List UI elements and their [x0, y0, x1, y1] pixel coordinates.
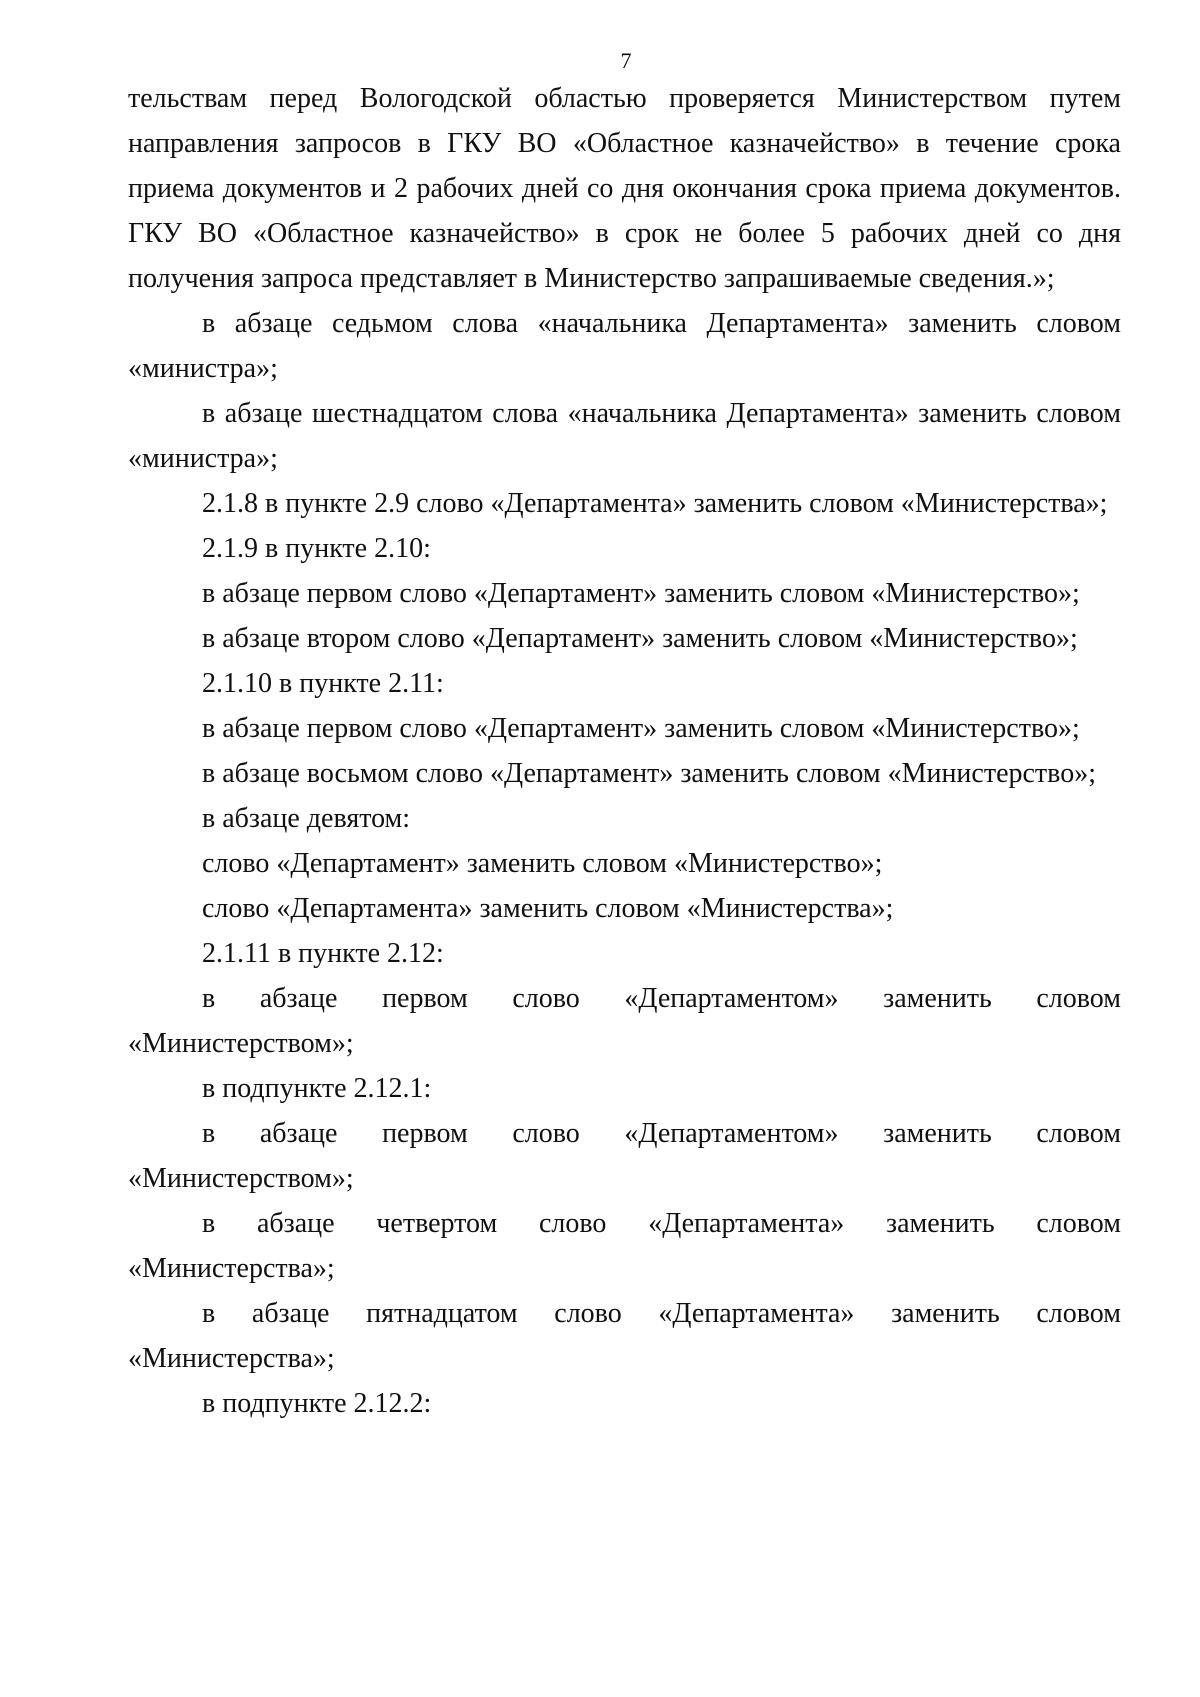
paragraph-amendment: в абзаце шестнадцатом слова «начальника Департамента» заменить словом «министра»;	[128, 398, 1121, 474]
paragraph-amendment: в абзаце первом слово «Департаментом» заменить словом «Министерством»;	[128, 983, 1121, 1059]
paragraph-item-2-1-9: 2.1.9 в пункте 2.10:	[202, 533, 431, 564]
paragraph-continuation: тельствам перед Вологодской областью проверяется Министерством путем направления запросов в ГКУ ВО «Областное казначейство» в течение срока приема документов и 2 рабочих дней со дня окончания срока приема документов. ГКУ ВО «Областное казначейство» в срок не более 5 рабочих дней со дня получения запроса представляет в Министерство запрашиваемые сведения.»;	[128, 83, 1121, 294]
paragraph-item-2-1-11: 2.1.11 в пункте 2.12:	[202, 938, 444, 969]
document-body	[128, 76, 1121, 1426]
paragraph-subitem-2-12-1: в подпункте 2.12.1:	[202, 1073, 432, 1104]
paragraph-amendment: слово «Департамента» заменить словом «Министерства»;	[202, 893, 894, 924]
paragraph-subitem-2-12-2: в подпункте 2.12.2:	[202, 1388, 432, 1419]
paragraph-amendment: в абзаце первом слово «Департамент» заменить словом «Министерство»;	[202, 578, 1080, 609]
paragraph-amendment: в абзаце первом слово «Департаментом» заменить словом «Министерством»;	[128, 1118, 1121, 1194]
paragraph-amendment: в абзаце четвертом слово «Департамента» заменить словом «Министерства»;	[128, 1208, 1121, 1284]
paragraph-amendment: в абзаце восьмом слово «Департамент» заменить словом «Министерство»;	[202, 758, 1096, 789]
paragraph-item-2-1-10: 2.1.10 в пункте 2.11:	[202, 668, 444, 699]
paragraph-amendment: в абзаце девятом:	[202, 803, 411, 834]
paragraph-amendment: в абзаце пятнадцатом слово «Департамента» заменить словом «Министерства»;	[128, 1298, 1121, 1374]
paragraph-amendment: в абзаце втором слово «Департамент» заменить словом «Министерство»;	[202, 623, 1078, 654]
page-number: 7	[620, 48, 632, 73]
paragraph-amendment: слово «Департамент» заменить словом «Министерство»;	[202, 848, 883, 879]
paragraph-amendment: в абзаце седьмом слова «начальника Департамента» заменить словом «министра»;	[128, 308, 1121, 384]
paragraph-amendment: в абзаце первом слово «Департамент» заменить словом «Министерство»;	[202, 713, 1080, 744]
paragraph-item-2-1-8: 2.1.8 в пункте 2.9 слово «Департамента» заменить словом «Министерства»;	[202, 488, 1108, 519]
